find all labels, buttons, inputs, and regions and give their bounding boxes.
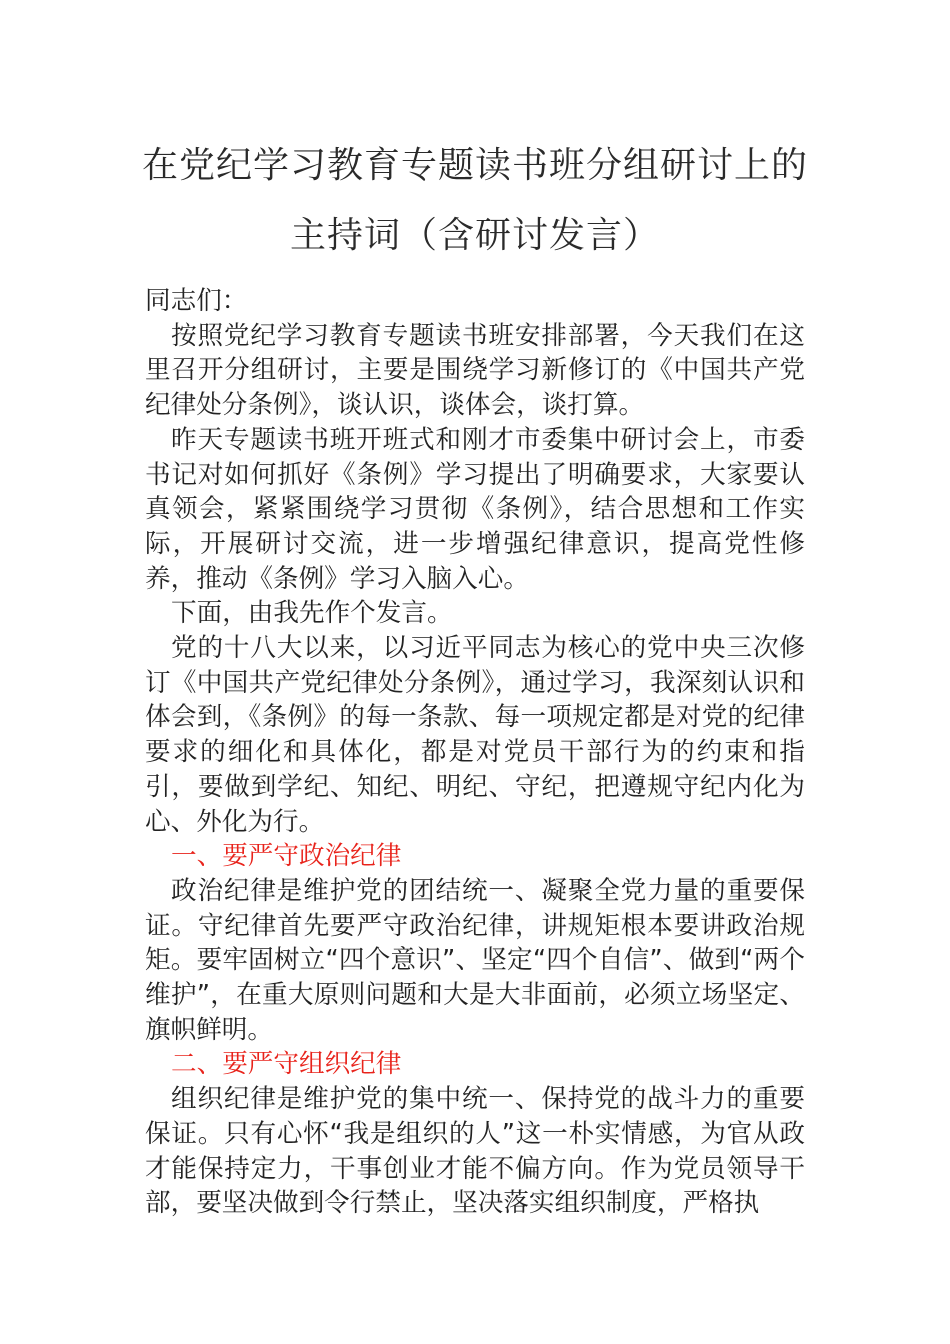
paragraph-requirements: 昨天专题读书班开班式和刚才市委集中研讨会上，市委书记对如何抓好《条例》学习提出了明确要求，大家要认真领会，紧紧围绕学习贯彻《条例》，结合思想和工作实际，开展研讨交流，进一步增强纪律意识，提高党性修养，推动《条例》学习入脑入心。 [145, 424, 805, 594]
paragraph-political: 政治纪律是维护党的团结统一、凝聚全党力量的重要保证。守纪律首先要严守政治纪律，讲规矩根本要讲政治规矩。要牢固树立“四个意识”、坚定“四个自信”、做到“两个维护”，在重大原则问题和大是大非面前，必须立场坚定、旗帜鲜明。 [145, 875, 805, 1045]
paragraph-transition: 下面，由我先作个发言。 [171, 598, 453, 629]
document-title-line-2: 主持词（含研讨发言） [289, 215, 660, 256]
paragraph-organizational: 组织纪律是维护党的集中统一、保持党的战斗力的重要保证。只有心怀“我是组织的人”这一朴实情感，为官从政才能保持定力，干事创业才能不偏方向。作为党员领导干部，要坚决做到令行禁止，坚决落实组织制度，严格执 [145, 1084, 805, 1219]
document-title-line-1: 在党纪学习教育专题读书班分组研讨上的 [141, 145, 808, 186]
document-body [145, 284, 805, 1221]
section-heading-organizational: 二、要严守组织纪律 [171, 1049, 402, 1080]
paragraph-intro: 按照党纪学习教育专题读书班安排部署，今天我们在这里召开分组研讨，主要是围绕学习新修订的《中国共产党纪律处分条例》，谈认识，谈体会，谈打算。 [145, 320, 805, 421]
greeting: 同志们： [145, 286, 248, 316]
paragraph-overview: 党的十八大以来，以习近平同志为核心的党中央三次修订《中国共产党纪律处分条例》，通过学习，我深刻认识和体会到，《条例》的每一条款、每一项规定都是对党的纪律要求的细化和具体化，都是对党员干部行为的约束和指引，要做到学纪、知纪、明纪、守纪，把遵规守纪内化为心、外化为行。 [145, 633, 805, 837]
section-heading-political: 一、要严守政治纪律 [171, 841, 402, 872]
